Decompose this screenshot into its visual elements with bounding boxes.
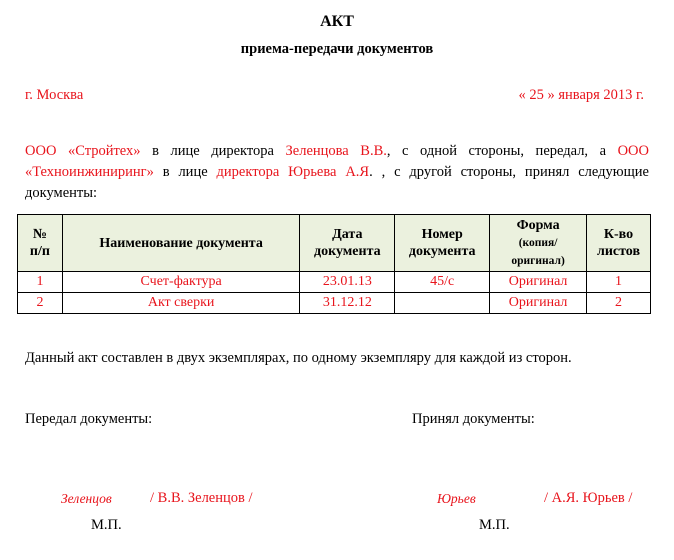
party-1-name: ООО «Стройтех» [25, 143, 141, 159]
header-form: Форма (копия/ оригинал) [490, 215, 587, 272]
header-num: № п/п [18, 215, 63, 272]
received-label: Принял документы: [412, 411, 535, 427]
row-date: 23.01.13 [300, 272, 395, 293]
row-name: Счет-фактура [62, 272, 299, 293]
right-signature: Юрьев [437, 491, 476, 506]
right-signer-name: / А.Я. Юрьев / [544, 490, 633, 506]
right-stamp-label: М.П. [479, 517, 510, 533]
copies-note: Данный акт составлен в двух экземплярах, по одному экземпляру для каждой из сторон. [25, 350, 572, 366]
row-number [395, 293, 490, 314]
table-header-row [18, 215, 651, 272]
documents-table [17, 214, 651, 314]
city: г. Москва [25, 87, 84, 103]
intro-text-3: в лице [153, 164, 217, 180]
header-qty: К-во листов [587, 215, 651, 272]
document-title: АКТ [320, 13, 354, 30]
act-date: « 25 » января 2013 г. [518, 87, 644, 103]
row-qty: 2 [587, 293, 651, 314]
transferred-label: Передал документы: [25, 411, 153, 427]
table-row [18, 293, 651, 314]
document-subtitle: приема-передачи документов [240, 41, 434, 57]
header-name: Наименование документа [62, 215, 299, 272]
party-1-director: Зеленцова В.В. [285, 143, 387, 159]
table-row [18, 272, 651, 293]
row-form: Оригинал [490, 272, 587, 293]
intro-text-2: , с одной стороны, передал, а [386, 143, 618, 159]
row-qty: 1 [587, 272, 651, 293]
left-signature: Зеленцов [61, 491, 112, 506]
row-num: 2 [18, 293, 63, 314]
header-number: Номер документа [395, 215, 490, 272]
left-signer-name: / В.В. Зеленцов / [150, 490, 253, 506]
row-number: 45/с [395, 272, 490, 293]
party-2-name: ООО «Техноинжиниринг» [25, 143, 649, 180]
intro-paragraph [25, 141, 649, 204]
party-2-director: директора Юрьева А.Я [216, 164, 370, 180]
row-name: Акт сверки [62, 293, 299, 314]
row-form: Оригинал [490, 293, 587, 314]
intro-text-4: . , с другой стороны, принял следующие документы: [25, 164, 649, 201]
header-date: Дата документа [300, 215, 395, 272]
left-stamp-label: М.П. [91, 517, 122, 533]
row-date: 31.12.12 [300, 293, 395, 314]
row-num: 1 [18, 272, 63, 293]
intro-text-1: в лице директора [140, 143, 286, 159]
